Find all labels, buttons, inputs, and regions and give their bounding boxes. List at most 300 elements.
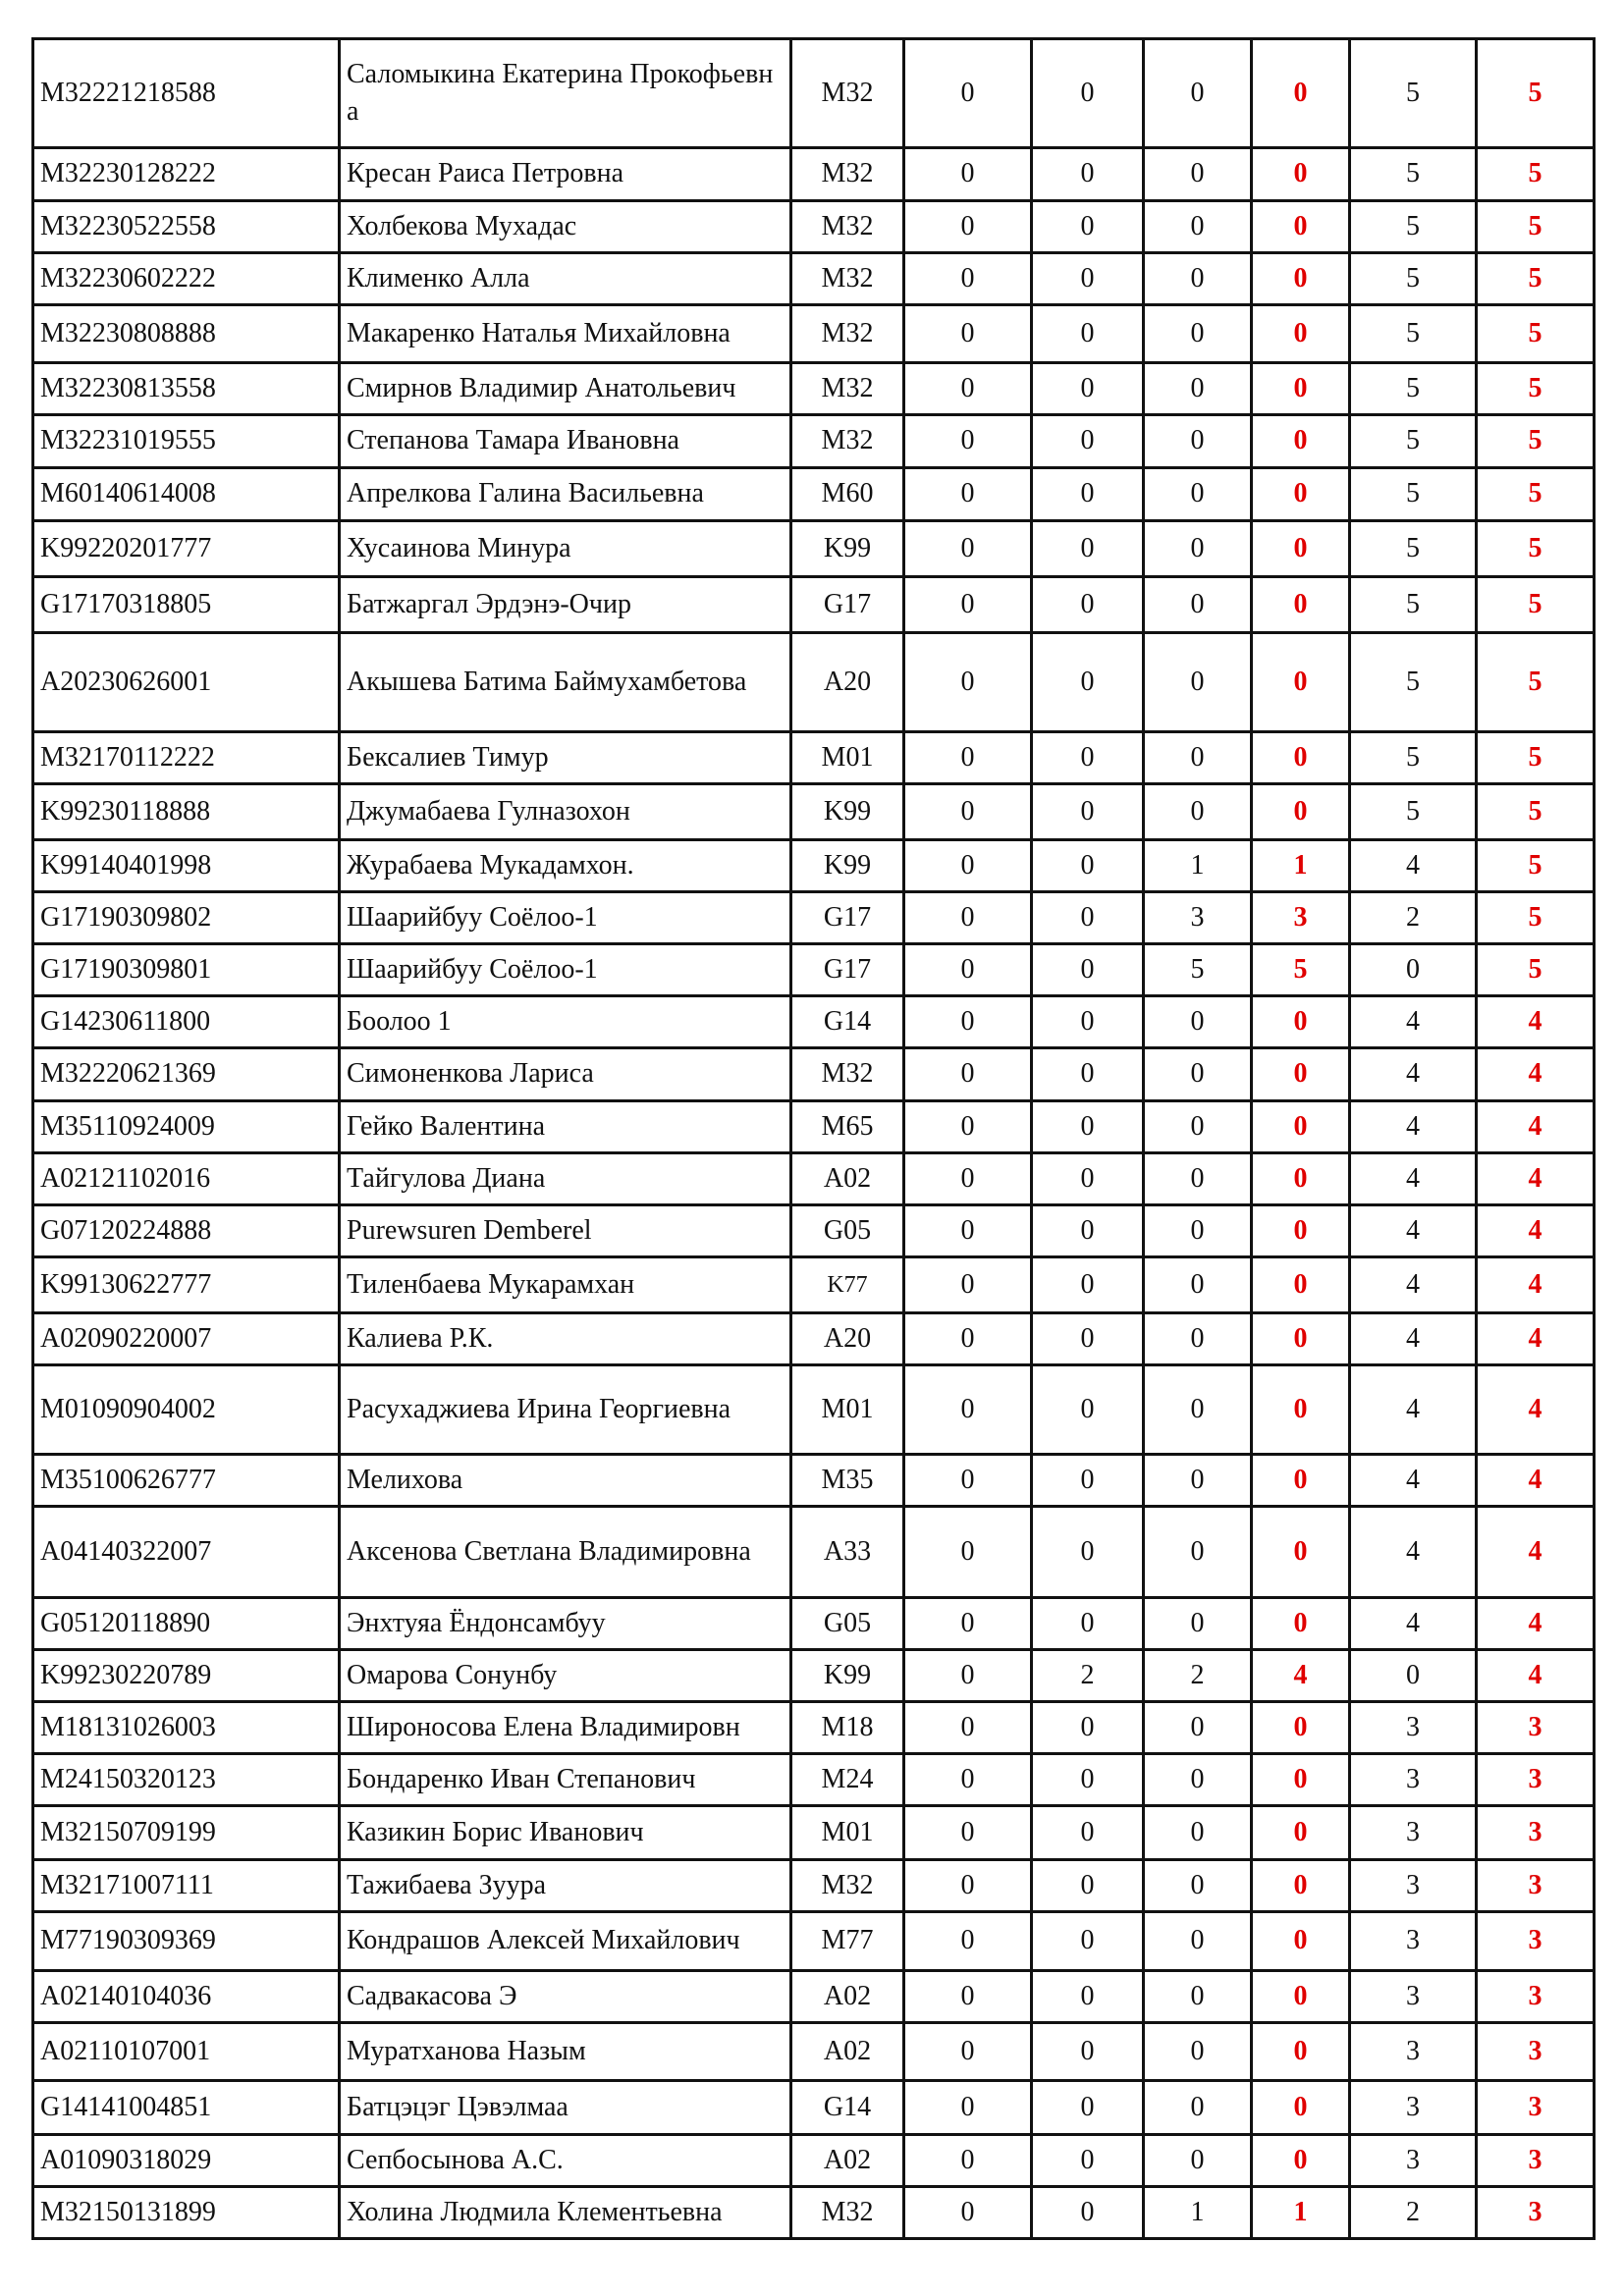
cell-code: G14: [791, 996, 904, 1048]
cell-value-2: 2: [1032, 1650, 1144, 1702]
cell-value-3: 0: [1144, 2022, 1252, 2081]
cell-value-3: 0: [1144, 363, 1252, 415]
cell-value-1: 0: [904, 252, 1032, 304]
cell-value-5: 5: [1350, 148, 1477, 200]
cell-value-1: 0: [904, 944, 1032, 996]
cell-name: Расухаджиева Ирина Георгиевна: [340, 1364, 791, 1454]
cell-value-1: 0: [904, 892, 1032, 944]
cell-total: 4: [1477, 1204, 1595, 1256]
cell-total: 3: [1477, 1859, 1595, 1911]
cell-value-2: 0: [1032, 632, 1144, 731]
cell-name: Шаарийбуу Соёлоо-1: [340, 944, 791, 996]
cell-value-2: 0: [1032, 467, 1144, 520]
cell-subtotal: 4: [1252, 1650, 1350, 1702]
cell-value-2: 0: [1032, 996, 1144, 1048]
cell-id: A01090318029: [33, 2134, 340, 2186]
cell-value-5: 4: [1350, 1364, 1477, 1454]
cell-value-3: 0: [1144, 415, 1252, 467]
cell-id: M32231019555: [33, 415, 340, 467]
table-row: [33, 304, 1595, 363]
cell-code: M32: [791, 415, 904, 467]
cell-value-1: 0: [904, 415, 1032, 467]
cell-name: Акышева Батима Баймухамбетова: [340, 632, 791, 731]
cell-id: M35100626777: [33, 1454, 340, 1506]
cell-value-3: 0: [1144, 1204, 1252, 1256]
cell-subtotal: 0: [1252, 2134, 1350, 2186]
cell-value-1: 0: [904, 39, 1032, 148]
cell-id: M01090904002: [33, 1364, 340, 1454]
cell-id: K99230220789: [33, 1650, 340, 1702]
cell-subtotal: 0: [1252, 467, 1350, 520]
cell-total: 3: [1477, 1806, 1595, 1859]
cell-value-5: 3: [1350, 1806, 1477, 1859]
cell-total: 5: [1477, 467, 1595, 520]
table-row: [33, 1100, 1595, 1152]
cell-value-1: 0: [904, 1100, 1032, 1152]
cell-value-2: 0: [1032, 1204, 1144, 1256]
cell-subtotal: 0: [1252, 363, 1350, 415]
cell-value-2: 0: [1032, 39, 1144, 148]
cell-code: G17: [791, 576, 904, 632]
cell-value-2: 0: [1032, 1048, 1144, 1100]
cell-value-1: 0: [904, 148, 1032, 200]
cell-subtotal: 0: [1252, 1806, 1350, 1859]
cell-value-2: 0: [1032, 252, 1144, 304]
cell-subtotal: 0: [1252, 632, 1350, 731]
cell-subtotal: 0: [1252, 1702, 1350, 1754]
cell-value-5: 5: [1350, 632, 1477, 731]
cell-total: 5: [1477, 252, 1595, 304]
cell-code: M77: [791, 1911, 904, 1970]
cell-value-1: 0: [904, 576, 1032, 632]
cell-value-3: 0: [1144, 304, 1252, 363]
cell-name: Кресан Раиса Петровна: [340, 148, 791, 200]
cell-total: 5: [1477, 39, 1595, 148]
cell-value-3: 0: [1144, 1911, 1252, 1970]
cell-value-1: 0: [904, 784, 1032, 840]
cell-value-1: 0: [904, 2134, 1032, 2186]
cell-value-1: 0: [904, 1859, 1032, 1911]
cell-value-3: 0: [1144, 1806, 1252, 1859]
cell-id: K99130622777: [33, 1256, 340, 1312]
cell-value-3: 0: [1144, 1598, 1252, 1650]
cell-value-1: 0: [904, 1806, 1032, 1859]
cell-code: K77: [791, 1256, 904, 1312]
cell-total: 4: [1477, 1364, 1595, 1454]
cell-value-1: 0: [904, 1364, 1032, 1454]
cell-total: 4: [1477, 1598, 1595, 1650]
cell-value-3: 0: [1144, 1048, 1252, 1100]
cell-code: M60: [791, 467, 904, 520]
cell-value-1: 0: [904, 1506, 1032, 1597]
cell-value-5: 4: [1350, 1256, 1477, 1312]
table-row: [33, 1702, 1595, 1754]
cell-value-1: 0: [904, 520, 1032, 576]
table-row: [33, 363, 1595, 415]
table-row: [33, 1911, 1595, 1970]
cell-subtotal: 0: [1252, 996, 1350, 1048]
cell-subtotal: 0: [1252, 2081, 1350, 2134]
cell-subtotal: 0: [1252, 200, 1350, 252]
cell-value-5: 2: [1350, 892, 1477, 944]
cell-value-3: 0: [1144, 520, 1252, 576]
cell-value-2: 0: [1032, 304, 1144, 363]
cell-id: M32230522558: [33, 200, 340, 252]
cell-id: G14141004851: [33, 2081, 340, 2134]
cell-value-3: 0: [1144, 1364, 1252, 1454]
cell-subtotal: 3: [1252, 892, 1350, 944]
cell-total: 5: [1477, 731, 1595, 783]
cell-code: K99: [791, 520, 904, 576]
cell-value-5: 4: [1350, 1312, 1477, 1364]
cell-name: Макаренко Наталья Михайловна: [340, 304, 791, 363]
cell-total: 4: [1477, 1650, 1595, 1702]
cell-value-5: 5: [1350, 731, 1477, 783]
cell-code: M65: [791, 1100, 904, 1152]
cell-value-5: 3: [1350, 1859, 1477, 1911]
cell-subtotal: 0: [1252, 1970, 1350, 2022]
cell-value-5: 4: [1350, 840, 1477, 892]
table-row: [33, 1859, 1595, 1911]
cell-value-3: 0: [1144, 1100, 1252, 1152]
cell-total: 5: [1477, 784, 1595, 840]
cell-value-1: 0: [904, 1911, 1032, 1970]
cell-value-1: 0: [904, 632, 1032, 731]
cell-id: A02140104036: [33, 1970, 340, 2022]
cell-subtotal: 0: [1252, 784, 1350, 840]
cell-value-5: 5: [1350, 200, 1477, 252]
cell-subtotal: 0: [1252, 415, 1350, 467]
cell-value-3: 0: [1144, 148, 1252, 200]
cell-value-1: 0: [904, 1650, 1032, 1702]
cell-value-3: 0: [1144, 2134, 1252, 2186]
cell-total: 4: [1477, 1506, 1595, 1597]
table-row: [33, 252, 1595, 304]
cell-value-5: 0: [1350, 1650, 1477, 1702]
cell-value-5: 4: [1350, 1454, 1477, 1506]
cell-name: Тайгулова Диана: [340, 1152, 791, 1204]
cell-code: G05: [791, 1598, 904, 1650]
cell-value-5: 5: [1350, 520, 1477, 576]
cell-total: 5: [1477, 576, 1595, 632]
cell-code: G05: [791, 1204, 904, 1256]
cell-total: 5: [1477, 892, 1595, 944]
cell-value-3: 0: [1144, 2081, 1252, 2134]
cell-code: M32: [791, 363, 904, 415]
cell-value-2: 0: [1032, 2022, 1144, 2081]
cell-value-2: 0: [1032, 200, 1144, 252]
cell-value-1: 0: [904, 1204, 1032, 1256]
cell-value-2: 0: [1032, 2081, 1144, 2134]
table-row: [33, 731, 1595, 783]
table-row: [33, 892, 1595, 944]
cell-value-5: 4: [1350, 1506, 1477, 1597]
cell-name: Казикин Борис Иванович: [340, 1806, 791, 1859]
cell-total: 4: [1477, 1256, 1595, 1312]
cell-name: Холина Людмила Клементьевна: [340, 2186, 791, 2238]
cell-code: M32: [791, 1859, 904, 1911]
cell-value-2: 0: [1032, 1364, 1144, 1454]
cell-code: M01: [791, 731, 904, 783]
cell-value-5: 5: [1350, 363, 1477, 415]
cell-code: G14: [791, 2081, 904, 2134]
cell-value-3: 1: [1144, 840, 1252, 892]
cell-total: 5: [1477, 363, 1595, 415]
cell-total: 3: [1477, 1970, 1595, 2022]
cell-value-1: 0: [904, 1048, 1032, 1100]
cell-code: M32: [791, 304, 904, 363]
cell-value-1: 0: [904, 1754, 1032, 1806]
cell-id: M32221218588: [33, 39, 340, 148]
cell-value-2: 0: [1032, 363, 1144, 415]
cell-total: 3: [1477, 1911, 1595, 1970]
cell-subtotal: 0: [1252, 148, 1350, 200]
table-row: [33, 996, 1595, 1048]
cell-subtotal: 1: [1252, 2186, 1350, 2238]
cell-value-2: 0: [1032, 1754, 1144, 1806]
cell-name: Боолоо 1: [340, 996, 791, 1048]
table-row: [33, 1256, 1595, 1312]
cell-name: Джумабаева Гулназохон: [340, 784, 791, 840]
cell-value-3: 0: [1144, 996, 1252, 1048]
cell-subtotal: 0: [1252, 1754, 1350, 1806]
cell-subtotal: 0: [1252, 520, 1350, 576]
cell-name: Смирнов Владимир Анатольевич: [340, 363, 791, 415]
cell-subtotal: 0: [1252, 1454, 1350, 1506]
table-row: [33, 2022, 1595, 2081]
cell-value-3: 0: [1144, 1256, 1252, 1312]
cell-value-2: 0: [1032, 1312, 1144, 1364]
cell-value-5: 5: [1350, 784, 1477, 840]
cell-subtotal: 0: [1252, 1256, 1350, 1312]
cell-total: 5: [1477, 148, 1595, 200]
table-row: [33, 520, 1595, 576]
cell-code: M01: [791, 1364, 904, 1454]
cell-code: M01: [791, 1806, 904, 1859]
cell-value-5: 4: [1350, 1204, 1477, 1256]
cell-value-1: 0: [904, 996, 1032, 1048]
cell-id: K99140401998: [33, 840, 340, 892]
cell-name: Садвакасова Э: [340, 1970, 791, 2022]
cell-code: K99: [791, 840, 904, 892]
cell-value-5: 3: [1350, 2134, 1477, 2186]
cell-value-1: 0: [904, 2186, 1032, 2238]
cell-name: Саломыкина Екатерина Прокофьевна: [340, 39, 791, 148]
cell-value-1: 0: [904, 1598, 1032, 1650]
cell-name: Журабаева Мукадамхон.: [340, 840, 791, 892]
cell-value-2: 0: [1032, 2134, 1144, 2186]
cell-id: M32220621369: [33, 1048, 340, 1100]
cell-value-5: 0: [1350, 944, 1477, 996]
cell-value-2: 0: [1032, 1911, 1144, 1970]
cell-id: M32150131899: [33, 2186, 340, 2238]
cell-total: 5: [1477, 632, 1595, 731]
cell-value-5: 2: [1350, 2186, 1477, 2238]
cell-subtotal: 0: [1252, 1204, 1350, 1256]
cell-subtotal: 0: [1252, 304, 1350, 363]
table-row: [33, 39, 1595, 148]
cell-value-2: 0: [1032, 576, 1144, 632]
table-row: [33, 1598, 1595, 1650]
cell-value-2: 0: [1032, 1702, 1144, 1754]
cell-code: M24: [791, 1754, 904, 1806]
cell-value-5: 4: [1350, 1100, 1477, 1152]
cell-id: M24150320123: [33, 1754, 340, 1806]
cell-id: M32230808888: [33, 304, 340, 363]
cell-id: G17190309802: [33, 892, 340, 944]
cell-value-2: 0: [1032, 415, 1144, 467]
cell-total: 4: [1477, 1454, 1595, 1506]
table-body: [33, 39, 1595, 2239]
cell-value-2: 0: [1032, 1256, 1144, 1312]
cell-value-5: 5: [1350, 415, 1477, 467]
cell-code: M18: [791, 1702, 904, 1754]
cell-name: Муратханова Назым: [340, 2022, 791, 2081]
cell-code: M32: [791, 1048, 904, 1100]
table-row: [33, 2134, 1595, 2186]
cell-name: Батцэцэг Цэвэлмаа: [340, 2081, 791, 2134]
cell-code: M32: [791, 200, 904, 252]
cell-id: M18131026003: [33, 1702, 340, 1754]
cell-id: M35110924009: [33, 1100, 340, 1152]
table-row: [33, 1048, 1595, 1100]
cell-value-3: 0: [1144, 576, 1252, 632]
cell-total: 5: [1477, 415, 1595, 467]
cell-code: A02: [791, 1152, 904, 1204]
cell-name: Холбекова Мухадас: [340, 200, 791, 252]
cell-value-5: 3: [1350, 1702, 1477, 1754]
cell-name: Шаарийбуу Соёлоо-1: [340, 892, 791, 944]
cell-subtotal: 0: [1252, 1312, 1350, 1364]
cell-code: A02: [791, 2134, 904, 2186]
cell-value-2: 0: [1032, 892, 1144, 944]
cell-value-2: 0: [1032, 944, 1144, 996]
cell-value-1: 0: [904, 2081, 1032, 2134]
table-row: [33, 1204, 1595, 1256]
cell-value-3: 0: [1144, 632, 1252, 731]
cell-value-3: 0: [1144, 252, 1252, 304]
cell-value-1: 0: [904, 1702, 1032, 1754]
cell-subtotal: 0: [1252, 1859, 1350, 1911]
cell-value-1: 0: [904, 1152, 1032, 1204]
cell-value-1: 0: [904, 1312, 1032, 1364]
cell-value-2: 0: [1032, 1970, 1144, 2022]
table-row: [33, 1650, 1595, 1702]
cell-value-2: 0: [1032, 784, 1144, 840]
cell-value-2: 0: [1032, 1100, 1144, 1152]
cell-subtotal: 0: [1252, 1911, 1350, 1970]
table-row: [33, 1364, 1595, 1454]
cell-value-1: 0: [904, 1970, 1032, 2022]
cell-code: G17: [791, 944, 904, 996]
cell-value-3: 0: [1144, 467, 1252, 520]
cell-value-3: 0: [1144, 1702, 1252, 1754]
cell-name: Мелихова: [340, 1454, 791, 1506]
cell-value-3: 0: [1144, 200, 1252, 252]
cell-name: Симоненкова Лариса: [340, 1048, 791, 1100]
cell-value-5: 3: [1350, 1754, 1477, 1806]
cell-value-2: 0: [1032, 731, 1144, 783]
cell-name: Бексалиев Тимур: [340, 731, 791, 783]
cell-total: 5: [1477, 520, 1595, 576]
cell-code: A02: [791, 1970, 904, 2022]
cell-value-5: 5: [1350, 467, 1477, 520]
table-row: [33, 200, 1595, 252]
cell-value-5: 4: [1350, 1048, 1477, 1100]
cell-name: Степанова Тамара Ивановна: [340, 415, 791, 467]
cell-total: 4: [1477, 1312, 1595, 1364]
cell-subtotal: 0: [1252, 1364, 1350, 1454]
cell-subtotal: 0: [1252, 1152, 1350, 1204]
table-row: [33, 840, 1595, 892]
table-row: [33, 415, 1595, 467]
cell-value-2: 0: [1032, 148, 1144, 200]
cell-code: K99: [791, 784, 904, 840]
cell-code: A02: [791, 2022, 904, 2081]
cell-value-3: 3: [1144, 892, 1252, 944]
cell-value-2: 0: [1032, 2186, 1144, 2238]
cell-id: G17170318805: [33, 576, 340, 632]
cell-value-3: 0: [1144, 1859, 1252, 1911]
cell-value-3: 5: [1144, 944, 1252, 996]
cell-value-1: 0: [904, 467, 1032, 520]
cell-code: M32: [791, 148, 904, 200]
cell-total: 5: [1477, 304, 1595, 363]
cell-total: 3: [1477, 1702, 1595, 1754]
cell-value-5: 5: [1350, 252, 1477, 304]
cell-name: Сепбосынова А.С.: [340, 2134, 791, 2186]
cell-name: Бондаренко Иван Степанович: [340, 1754, 791, 1806]
cell-value-1: 0: [904, 1256, 1032, 1312]
table-row: [33, 784, 1595, 840]
cell-value-5: 3: [1350, 1911, 1477, 1970]
cell-value-3: 0: [1144, 1970, 1252, 2022]
cell-subtotal: 0: [1252, 252, 1350, 304]
cell-subtotal: 0: [1252, 576, 1350, 632]
table-row: [33, 467, 1595, 520]
cell-value-1: 0: [904, 2022, 1032, 2081]
cell-value-2: 0: [1032, 1454, 1144, 1506]
cell-value-5: 3: [1350, 1970, 1477, 2022]
cell-total: 3: [1477, 2081, 1595, 2134]
table-row: [33, 1970, 1595, 2022]
cell-subtotal: 0: [1252, 1506, 1350, 1597]
cell-value-2: 0: [1032, 1152, 1144, 1204]
cell-id: A02121102016: [33, 1152, 340, 1204]
table-row: [33, 1312, 1595, 1364]
cell-value-2: 0: [1032, 840, 1144, 892]
cell-value-5: 5: [1350, 576, 1477, 632]
cell-subtotal: 0: [1252, 1048, 1350, 1100]
cell-value-5: 4: [1350, 1152, 1477, 1204]
cell-value-1: 0: [904, 363, 1032, 415]
cell-total: 3: [1477, 2022, 1595, 2081]
table-row: [33, 944, 1595, 996]
table-row: [33, 1454, 1595, 1506]
cell-value-3: 0: [1144, 1312, 1252, 1364]
cell-id: M60140614008: [33, 467, 340, 520]
cell-id: A02110107001: [33, 2022, 340, 2081]
table-row: [33, 2081, 1595, 2134]
cell-value-2: 0: [1032, 1806, 1144, 1859]
cell-value-3: 0: [1144, 39, 1252, 148]
cell-code: M32: [791, 252, 904, 304]
cell-subtotal: 0: [1252, 1598, 1350, 1650]
cell-subtotal: 0: [1252, 39, 1350, 148]
cell-subtotal: 0: [1252, 1100, 1350, 1152]
cell-value-3: 0: [1144, 1454, 1252, 1506]
cell-id: M32230128222: [33, 148, 340, 200]
